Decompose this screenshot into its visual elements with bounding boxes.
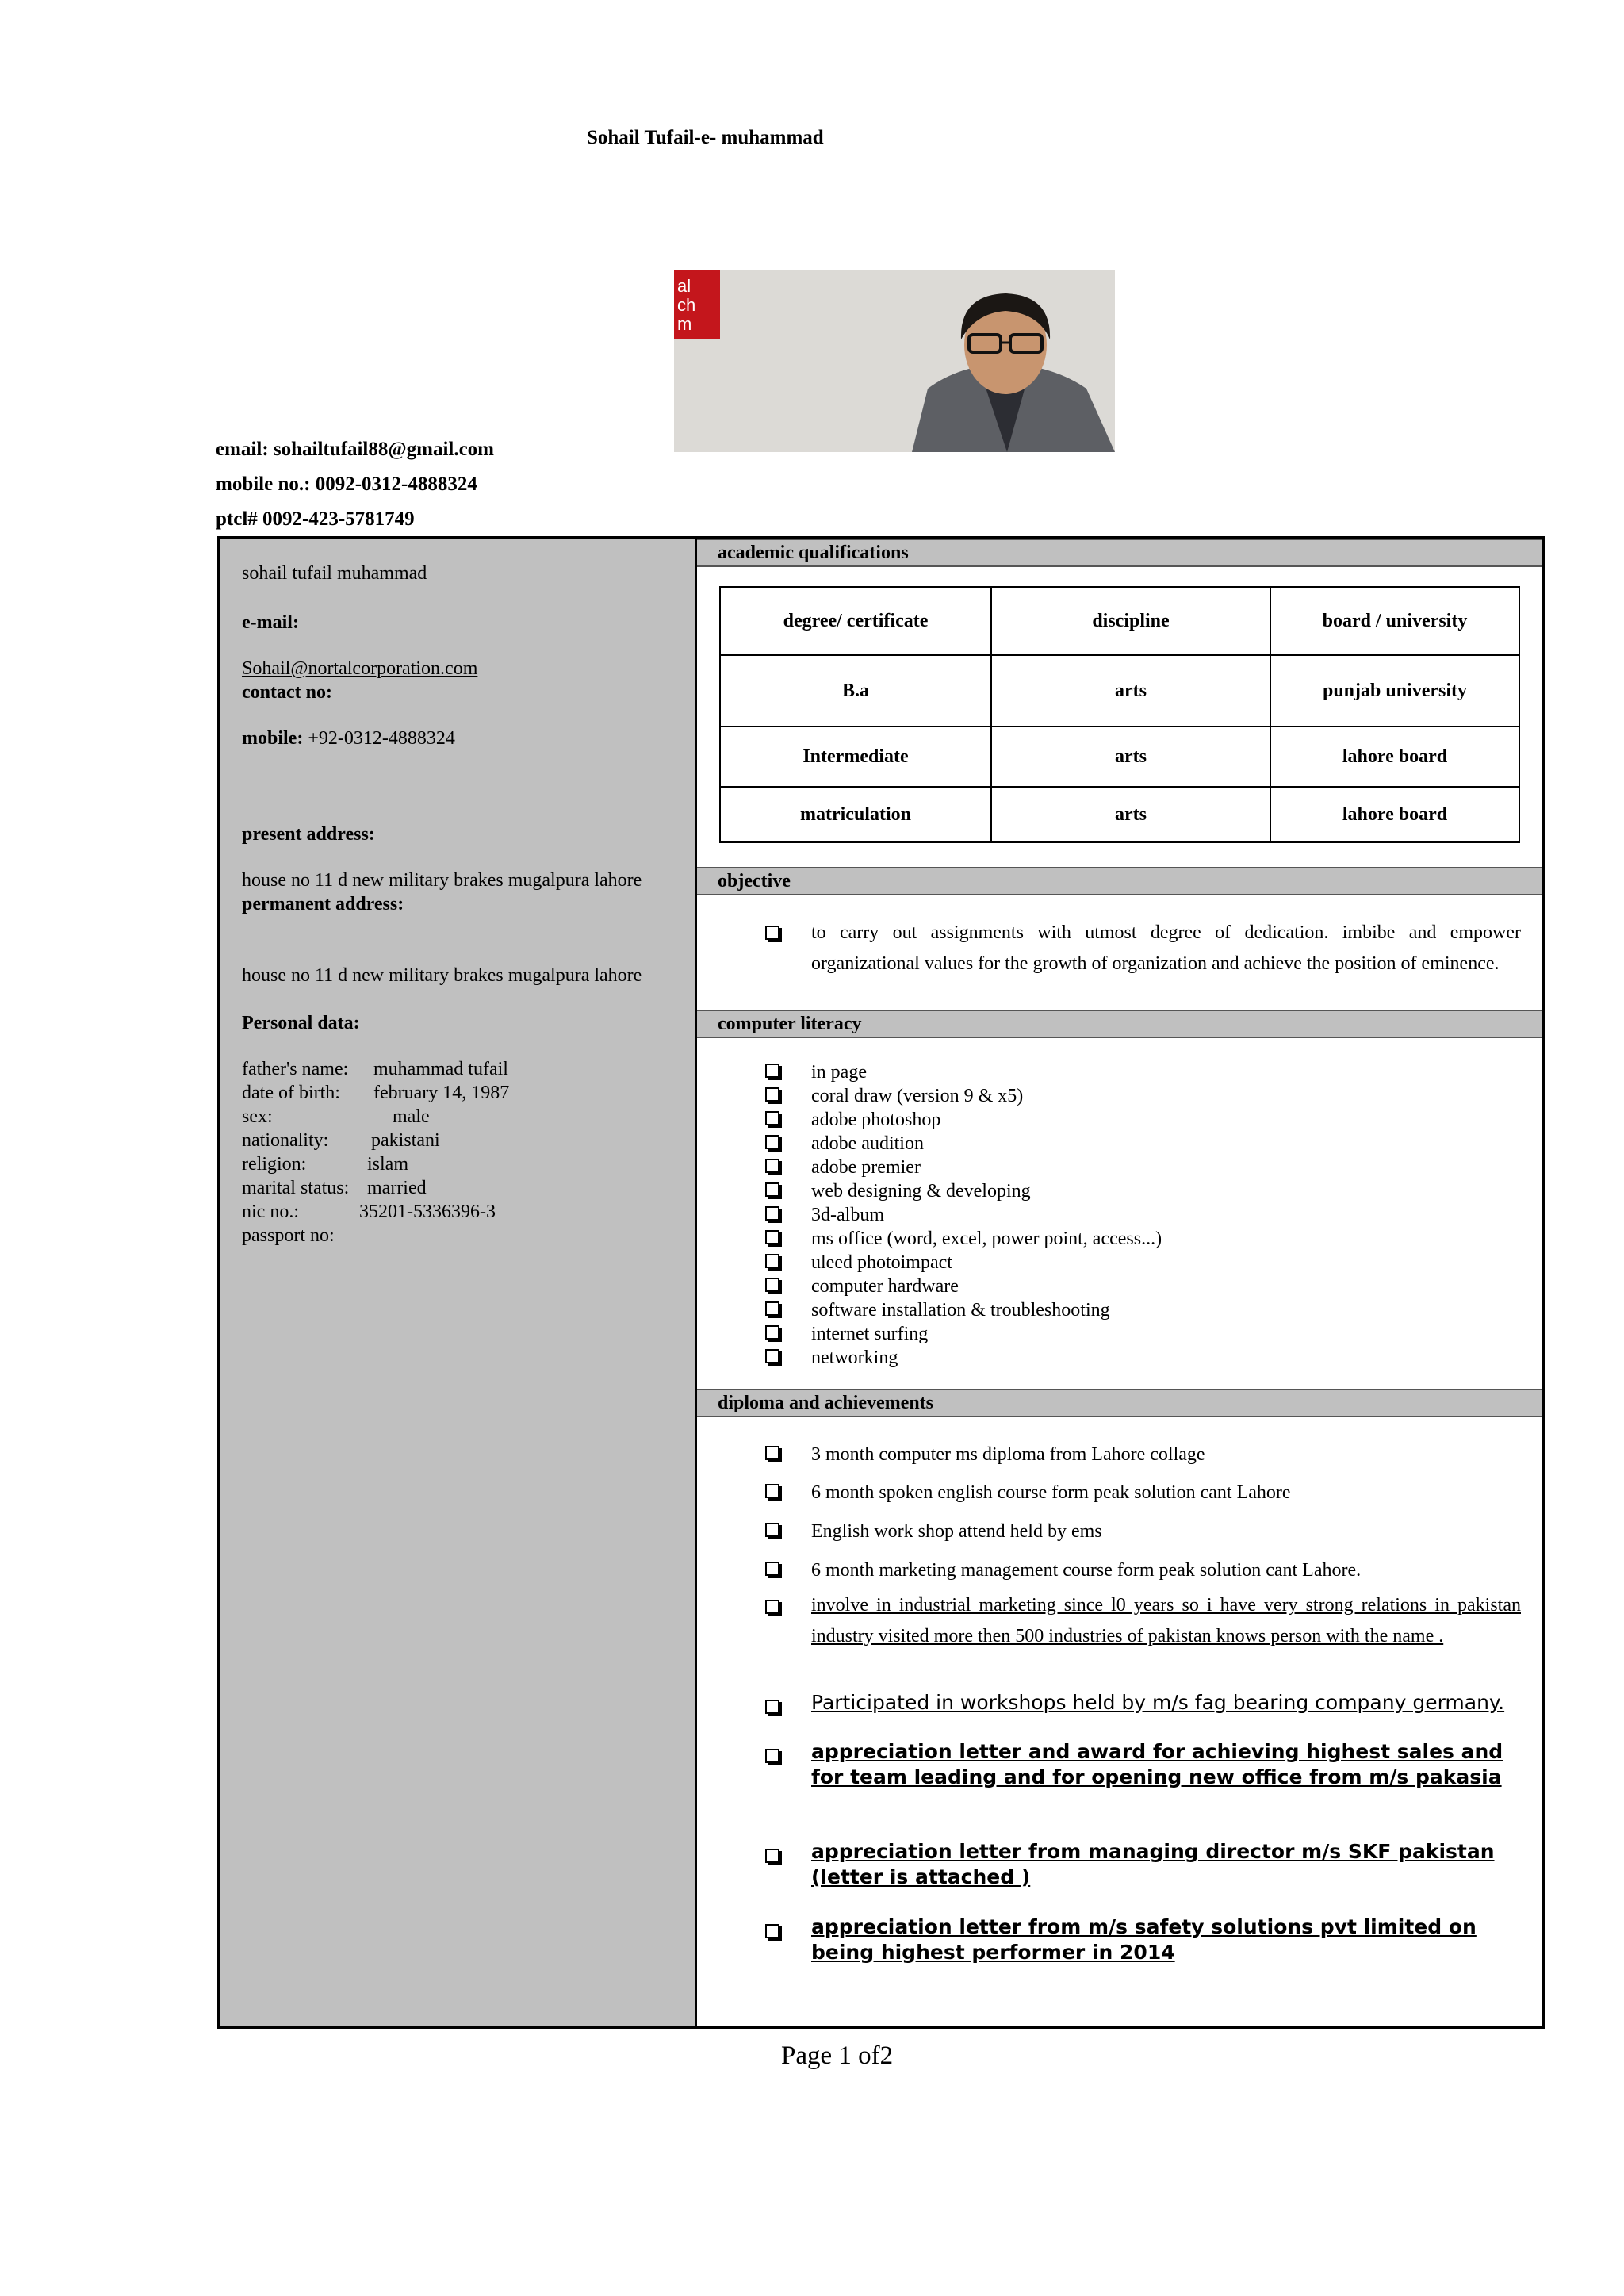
personal-value: male <box>393 1106 430 1127</box>
checkbox-bullet-icon <box>765 1206 779 1221</box>
checkbox-bullet-icon <box>765 1278 779 1292</box>
table-cell: punjab university <box>1270 655 1519 726</box>
email-label: e-mail: <box>242 612 299 633</box>
personal-value: pakistani <box>371 1130 440 1151</box>
personal-row <box>242 1225 335 1247</box>
personal-label: religion: <box>242 1154 307 1175</box>
list-item: appreciation letter from managing director m/s SKF pakistan (letter is attached ) <box>811 1840 1495 1888</box>
list-item: appreciation letter from m/s safety solutions pvt limited on being highest performer in 2014 <box>811 1915 1477 1964</box>
table-cell: Intermediate <box>720 726 991 787</box>
checkbox-bullet-icon <box>765 1182 779 1197</box>
personal-value: married <box>367 1178 427 1198</box>
contact-label: contact no: <box>242 682 332 703</box>
qualifications-table <box>719 586 1520 843</box>
checkbox-bullet-icon <box>765 1446 779 1460</box>
svg-text:ch: ch <box>677 295 696 315</box>
objective-text: to carry out assignments with utmost degree of dedication. imbibe and empower organizational values for the growth of organization and achieve the position of eminence. <box>811 922 1521 974</box>
main-column: academic qualifications degree/ certificate discipline board / university B.a arts punjab university Intermediate arts lahore board matriculation arts lahore board objective to carry out assignments with utmost degree of dedication. imbibe and empower organizational values for the growth of organization and achieve the position of eminence. computer literacy in page coral draw (version 9 & x5) adobe photoshop adobe audition adobe premier web designing & developing 3d-album ms office (word, excel, power point, access...) uleed photoimpact computer hardware software installation & troubleshooting internet surfing networking diploma and achievements 3 month computer ms diploma from Lahore collage 6 month spoken english course form peak solution cant Lahore English work shop attend held by ems 6 month marketing management course form peak solution cant Lahore. involve in industrial marketing since l0 years so i have very strong relations in pakistan industry visited more then 500 industries of pakistan knows person with the name . Participated in workshops held by m/s fag bearing company germany. appreciation letter and award for achieving highest sales and for team leading and for opening new office from m/s pakasia appreciation letter from managing director m/s SKF pakistan (letter is attached ) appreciation letter from m/s safety solutions pvt limited on being highest performer in 2014 <box>697 539 1542 2026</box>
checkbox-bullet-icon <box>765 1135 779 1149</box>
checkbox-bullet-icon <box>765 1301 779 1316</box>
mobile-line <box>242 728 455 749</box>
list-item: involve in industrial marketing since l0 years so i have very strong relations in pakistan industry visited more then 500 industries of pakistan knows person with the name . <box>811 1595 1521 1646</box>
checkbox-bullet-icon <box>765 1849 779 1863</box>
mobile-value: +92-0312-4888324 <box>308 728 455 749</box>
checkbox-bullet-icon <box>765 1111 779 1125</box>
contact-mobile: mobile no.: 0092-0312-4888324 <box>216 473 477 495</box>
personal-label: marital status: <box>242 1178 350 1198</box>
personal-row <box>242 1083 510 1104</box>
list-item: Participated in workshops held by m/s fag bearing company germany. <box>811 1691 1505 1714</box>
personal-label: passport no: <box>242 1225 335 1246</box>
checkbox-bullet-icon <box>765 1087 779 1102</box>
table-row <box>720 726 1519 787</box>
checkbox-bullet-icon <box>765 1064 779 1078</box>
checkbox-bullet-icon <box>765 1254 779 1268</box>
checkbox-bullet-icon <box>765 1749 779 1763</box>
personal-row <box>242 1059 508 1080</box>
table-cell: matriculation <box>720 787 991 842</box>
table-row <box>720 787 1519 842</box>
personal-value: islam <box>367 1154 408 1175</box>
present-address-value: house no 11 d new military brakes mugalpura lahore <box>242 870 642 891</box>
table-header-cell: board / university <box>1270 587 1519 655</box>
table-cell: lahore board <box>1270 787 1519 842</box>
permanent-address-label: permanent address: <box>242 894 404 914</box>
personal-label: date of birth: <box>242 1083 340 1103</box>
checkbox-bullet-icon <box>765 1325 779 1340</box>
table-cell: arts <box>991 787 1270 842</box>
checkbox-bullet-icon <box>765 1159 779 1173</box>
personal-value: muhammad tufail <box>373 1059 508 1079</box>
portrait-image <box>674 270 1115 452</box>
full-name: sohail tufail muhammad <box>242 563 427 584</box>
table-header-cell: degree/ certificate <box>720 587 991 655</box>
personal-label: nic no.: <box>242 1202 299 1222</box>
svg-text:al: al <box>677 276 691 296</box>
mobile-label: mobile: <box>242 728 304 749</box>
checkbox-bullet-icon <box>765 1230 779 1244</box>
resume-box <box>217 536 1545 2029</box>
present-address-label: present address: <box>242 824 375 845</box>
checkbox-bullet-icon <box>765 1484 779 1498</box>
document-title: Sohail Tufail-e- muhammad <box>587 127 824 148</box>
table-header-cell: discipline <box>991 587 1270 655</box>
table-header-row <box>720 587 1519 655</box>
table-cell: arts <box>991 726 1270 787</box>
personal-row <box>242 1154 408 1175</box>
page-number: Page 1 of2 <box>781 2041 894 2070</box>
svg-text:m: m <box>677 314 692 334</box>
list-item: appreciation letter and award for achieving highest sales and for team leading and for opening new office from m/s pakasia <box>811 1740 1503 1788</box>
checkbox-bullet-icon <box>765 1562 779 1576</box>
personal-sidebar <box>220 539 697 2026</box>
table-cell: arts <box>991 655 1270 726</box>
personal-data-label: Personal data: <box>242 1013 360 1033</box>
table-row <box>720 655 1519 726</box>
objective-heading: objective <box>697 867 1542 895</box>
email-link[interactable]: Sohail@nortalcorporation.com <box>242 658 478 679</box>
personal-value: 35201-5336396-3 <box>359 1202 496 1222</box>
personal-row <box>242 1178 427 1199</box>
table-cell: lahore board <box>1270 726 1519 787</box>
academic-heading: academic qualifications <box>697 539 1542 567</box>
checkbox-bullet-icon <box>765 1349 779 1363</box>
checkbox-bullet-icon <box>765 1924 779 1938</box>
contact-email: email: sohailtufail88@gmail.com <box>216 439 495 460</box>
profile-photo <box>674 270 1115 452</box>
permanent-address-value: house no 11 d new military brakes mugalpura lahore <box>242 965 642 986</box>
personal-value: february 14, 1987 <box>373 1083 510 1103</box>
table-cell: B.a <box>720 655 991 726</box>
personal-row <box>242 1130 440 1152</box>
contact-ptcl: ptcl# 0092-423-5781749 <box>216 508 415 530</box>
checkbox-bullet-icon <box>765 1700 779 1714</box>
personal-label: father's name: <box>242 1059 349 1079</box>
diploma-heading: diploma and achievements <box>697 1389 1542 1417</box>
personal-row <box>242 1106 430 1128</box>
checkbox-bullet-icon <box>765 1600 779 1614</box>
checkbox-bullet-icon <box>765 926 779 940</box>
personal-row <box>242 1202 496 1223</box>
personal-label: sex: <box>242 1106 273 1127</box>
personal-label: nationality: <box>242 1130 329 1151</box>
checkbox-bullet-icon <box>765 1523 779 1537</box>
computer-literacy-heading: computer literacy <box>697 1010 1542 1038</box>
